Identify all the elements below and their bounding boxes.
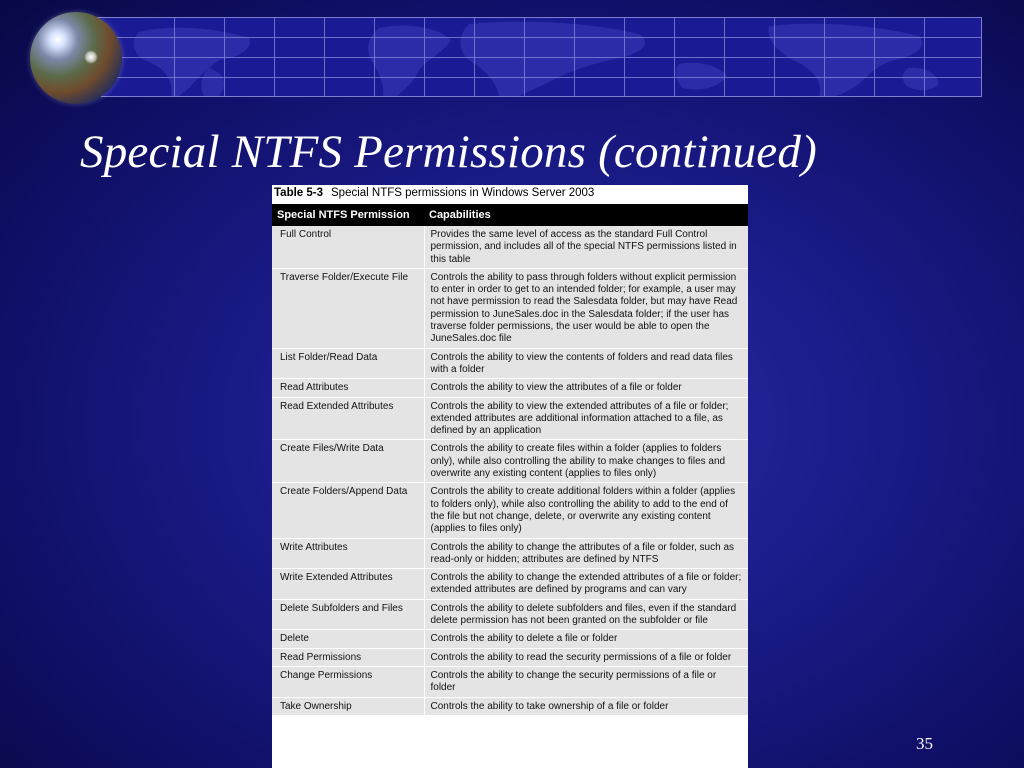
table-caption — [272, 185, 748, 204]
table-row — [272, 569, 748, 600]
table-row — [272, 348, 748, 379]
table-row — [272, 538, 748, 569]
permission-cell: Take Ownership — [272, 697, 424, 715]
permissions-table — [272, 204, 748, 716]
capability-cell: Controls the ability to read the security permissions of a file or folder — [424, 648, 748, 666]
table-row — [272, 397, 748, 440]
permission-cell: Read Extended Attributes — [272, 397, 424, 440]
table-row — [272, 226, 748, 268]
table-row — [272, 379, 748, 397]
permission-cell: Write Attributes — [272, 538, 424, 569]
permission-cell: Change Permissions — [272, 666, 424, 697]
page-number: 35 — [916, 734, 933, 753]
permission-cell: Create Files/Write Data — [272, 440, 424, 483]
capability-cell: Controls the ability to pass through folders without explicit permission to enter in order to get to an intended folder; for example, a user may not have permission to read the Salesdata folder, but may have Read permission to JuneSales.doc in the Salesdata folder; if the user has traverse folder permissions, the user would be able to open the JuneSales.doc file — [424, 268, 748, 348]
table-header-row — [272, 204, 748, 226]
table-row — [272, 599, 748, 630]
table-row — [272, 630, 748, 648]
permission-cell: Write Extended Attributes — [272, 569, 424, 600]
capability-cell: Provides the same level of access as the standard Full Control permission, and includes all of the special NTFS permissions listed in this table — [424, 226, 748, 268]
capability-cell: Controls the ability to change the attributes of a file or folder, such as read-only or hidden; attributes are defined by NTFS — [424, 538, 748, 569]
table-caption-number: Table 5-3 — [274, 187, 323, 199]
permission-cell: Traverse Folder/Execute File — [272, 268, 424, 348]
capability-cell: Controls the ability to view the extended attributes of a file or folder; extended attributes are additional information attached to a file, as defined by an application — [424, 397, 748, 440]
capability-cell: Controls the ability to view the attributes of a file or folder — [424, 379, 748, 397]
table-row — [272, 648, 748, 666]
globe-icon — [30, 12, 122, 104]
permission-cell: Create Folders/Append Data — [272, 483, 424, 538]
table-row — [272, 440, 748, 483]
world-map-banner — [78, 17, 982, 97]
world-map-icon — [79, 18, 981, 96]
table-row — [272, 666, 748, 697]
column-header-permission: Special NTFS Permission — [272, 204, 424, 226]
permission-cell: Delete — [272, 630, 424, 648]
capability-cell: Controls the ability to create additional folders within a folder (applies to folders only), while also controlling the ability to add to the end of the file but not change, delete, or overwrite any existing content (applies to files only) — [424, 483, 748, 538]
permissions-table-figure — [272, 185, 748, 768]
slide-title: Special NTFS Permissions (continued) — [80, 126, 817, 178]
capability-cell: Controls the ability to change the extended attributes of a file or folder; extended attributes are defined by programs and can vary — [424, 569, 748, 600]
column-header-capabilities: Capabilities — [424, 204, 748, 226]
capability-cell: Controls the ability to take ownership of a file or folder — [424, 697, 748, 715]
sparkle-icon — [84, 50, 98, 64]
permission-cell: List Folder/Read Data — [272, 348, 424, 379]
permission-cell: Read Permissions — [272, 648, 424, 666]
capability-cell: Controls the ability to view the contents of folders and read data files with a folder — [424, 348, 748, 379]
capability-cell: Controls the ability to delete a file or folder — [424, 630, 748, 648]
permission-cell: Full Control — [272, 226, 424, 268]
capability-cell: Controls the ability to change the security permissions of a file or folder — [424, 666, 748, 697]
permission-cell: Read Attributes — [272, 379, 424, 397]
permission-cell: Delete Subfolders and Files — [272, 599, 424, 630]
capability-cell: Controls the ability to delete subfolders and files, even if the standard delete permission has not been granted on the subfolder or file — [424, 599, 748, 630]
table-row — [272, 268, 748, 348]
table-caption-text: Special NTFS permissions in Windows Server 2003 — [331, 187, 595, 199]
table-row — [272, 697, 748, 715]
table-row — [272, 483, 748, 538]
capability-cell: Controls the ability to create files within a folder (applies to folders only), while also controlling the ability to make changes to files and overwrite any existing content (applies to files only) — [424, 440, 748, 483]
